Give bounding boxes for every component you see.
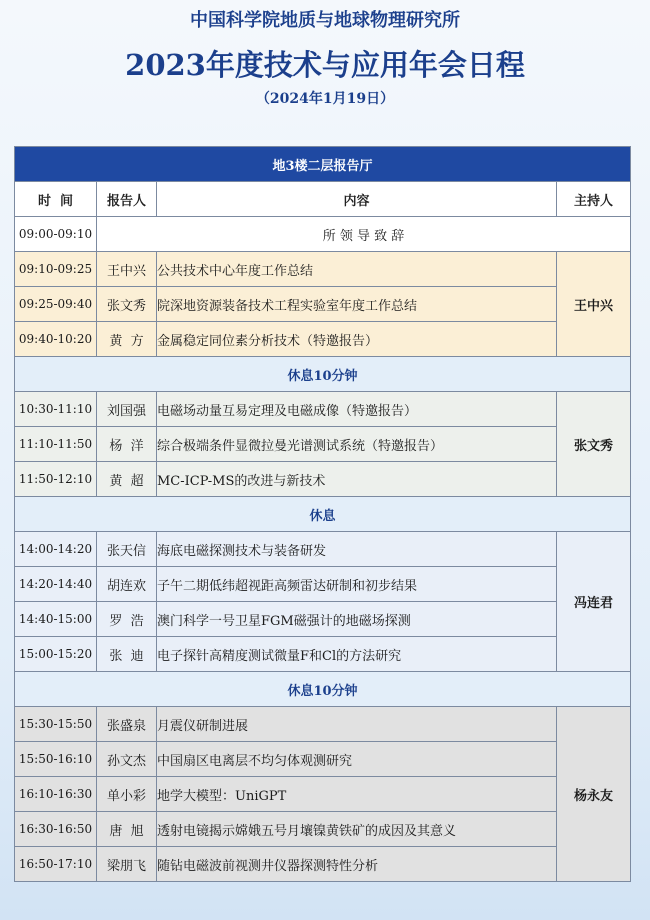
talk-title: 澳门科学一号卫星FGM磁强计的地磁场探测: [157, 602, 557, 637]
talk-speaker: 孙文杰: [97, 742, 157, 777]
column-header-time: 时 间: [15, 182, 97, 217]
talk-time: 14:20-14:40: [15, 567, 97, 602]
break-label: 休息10分钟: [15, 357, 631, 392]
institution-name: 中国科学院地质与地球物理研究所: [190, 10, 460, 31]
page-title: 2023年度技术与应用年会日程: [125, 48, 525, 82]
talk-speaker: 罗 浩: [97, 602, 157, 637]
table-row: [15, 777, 631, 812]
table-row: [15, 252, 631, 287]
talk-title: 院深地资源装备技术工程实验室年度工作总结: [157, 287, 557, 322]
table-row: [15, 287, 631, 322]
talk-speaker: 唐 旭: [97, 812, 157, 847]
break-label: 休息: [15, 497, 631, 532]
talk-time: 10:30-11:10: [15, 392, 97, 427]
talk-time: 15:30-15:50: [15, 707, 97, 742]
talk-title: 透射电镜揭示嫦娥五号月壤镍黄铁矿的成因及其意义: [157, 812, 557, 847]
venue-row: [15, 147, 631, 182]
talk-speaker: 张盛泉: [97, 707, 157, 742]
table-row: [15, 427, 631, 462]
table-row: [15, 392, 631, 427]
talk-speaker: 张文秀: [97, 287, 157, 322]
break-label: 休息10分钟: [15, 672, 631, 707]
talk-speaker: 王中兴: [97, 252, 157, 287]
talk-time: 11:50-12:10: [15, 462, 97, 497]
table-row: [15, 812, 631, 847]
table-row: [15, 602, 631, 637]
table-row: [15, 567, 631, 602]
table-row: [15, 637, 631, 672]
talk-time: 16:10-16:30: [15, 777, 97, 812]
schedule-table: [14, 146, 631, 882]
talk-title: 电磁场动量互易定理及电磁成像（特邀报告）: [157, 392, 557, 427]
break-row: [15, 357, 631, 392]
talk-title: 金属稳定同位素分析技术（特邀报告）: [157, 322, 557, 357]
talk-time: 09:10-09:25: [15, 252, 97, 287]
talk-speaker: 梁朋飞: [97, 847, 157, 882]
talk-title: 电子探针高精度测试微量F和Cl的方法研究: [157, 637, 557, 672]
table-row: [15, 322, 631, 357]
talk-speaker: 黄 方: [97, 322, 157, 357]
talk-time: 15:00-15:20: [15, 637, 97, 672]
talk-time: 16:50-17:10: [15, 847, 97, 882]
event-date: （2024年1月19日）: [255, 91, 395, 107]
session-host: 王中兴: [557, 252, 631, 357]
break-row: [15, 497, 631, 532]
talk-speaker: 胡连欢: [97, 567, 157, 602]
talk-speaker: 黄 超: [97, 462, 157, 497]
talk-title: 月震仪研制进展: [157, 707, 557, 742]
column-header-speaker: 报告人: [97, 182, 157, 217]
talk-title: 中国扇区电离层不均匀体观测研究: [157, 742, 557, 777]
venue-label: 地3楼二层报告厅: [15, 147, 631, 182]
talk-title: 公共技术中心年度工作总结: [157, 252, 557, 287]
table-row: [15, 462, 631, 497]
talk-title: 海底电磁探测技术与装备研发: [157, 532, 557, 567]
talk-speaker: 杨 洋: [97, 427, 157, 462]
talk-title: 子午二期低纬超视距高频雷达研制和初步结果: [157, 567, 557, 602]
opening-row: [15, 217, 631, 252]
column-header-row: [15, 182, 631, 217]
talk-title: MC-ICP-MS的改进与新技术: [157, 462, 557, 497]
opening-time: 09:00-09:10: [15, 217, 97, 252]
session-host: 冯连君: [557, 532, 631, 672]
talk-time: 14:40-15:00: [15, 602, 97, 637]
table-row: [15, 707, 631, 742]
talk-speaker: 单小彩: [97, 777, 157, 812]
talk-time: 11:10-11:50: [15, 427, 97, 462]
talk-time: 09:25-09:40: [15, 287, 97, 322]
table-row: [15, 742, 631, 777]
talk-speaker: 张天信: [97, 532, 157, 567]
talk-speaker: 刘国强: [97, 392, 157, 427]
session-host: 张文秀: [557, 392, 631, 497]
table-row: [15, 532, 631, 567]
talk-time: 09:40-10:20: [15, 322, 97, 357]
break-row: [15, 672, 631, 707]
column-header-host: 主持人: [557, 182, 631, 217]
talk-time: 15:50-16:10: [15, 742, 97, 777]
opening-content: 所 领 导 致 辞: [97, 217, 631, 252]
talk-time: 16:30-16:50: [15, 812, 97, 847]
session-host: 杨永友: [557, 707, 631, 882]
talk-title: 综合极端条件显微拉曼光谱测试系统（特邀报告）: [157, 427, 557, 462]
talk-speaker: 张 迪: [97, 637, 157, 672]
talk-title: 地学大模型：UniGPT: [157, 777, 557, 812]
talk-time: 14:00-14:20: [15, 532, 97, 567]
talk-title: 随钻电磁波前视测井仪器探测特性分析: [157, 847, 557, 882]
table-row: [15, 847, 631, 882]
column-header-content: 内容: [157, 182, 557, 217]
